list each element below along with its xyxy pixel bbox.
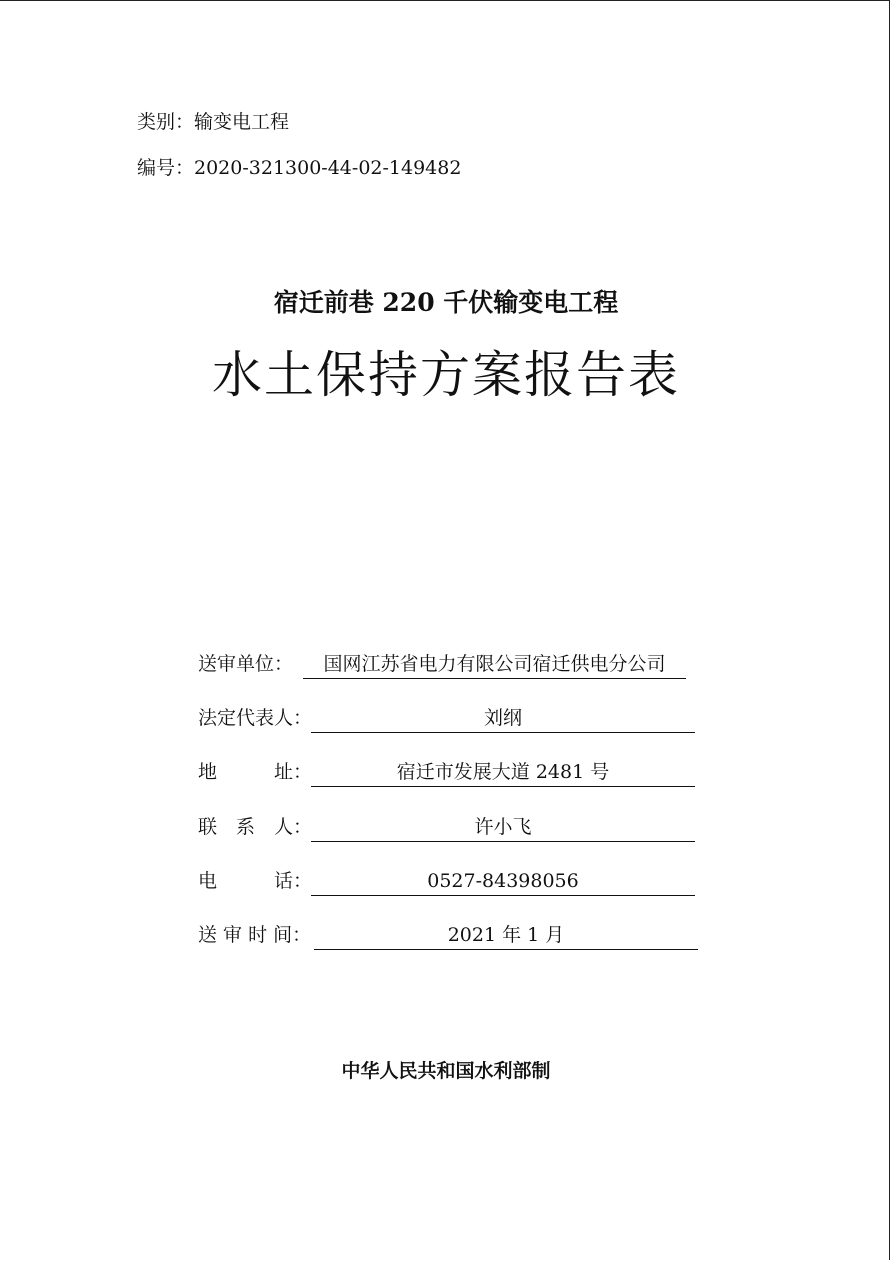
field-value: 2021 年 1 月 [314, 921, 698, 950]
field-label: 联 系 人： [198, 816, 313, 838]
field-value: 刘纲 [311, 704, 695, 733]
field-label: 送审单位： [198, 653, 294, 675]
field-label: 送 审 时 间： [198, 924, 312, 946]
field-value: 0527-84398056 [311, 867, 695, 896]
issuing-authority: 中华人民共和国水利部制 [341, 1060, 551, 1082]
field-label: 法定代表人： [198, 707, 313, 729]
document-category: 类别：输变电工程 [137, 111, 290, 133]
field-value: 国网江苏省电力有限公司宿迁供电分公司 [303, 650, 686, 679]
field-label: 地 址： [198, 761, 313, 783]
field-value: 宿迁市发展大道 2481 号 [311, 758, 695, 787]
project-title: 宿迁前巷 220 千伏输变电工程 [273, 288, 619, 317]
field-value: 许小飞 [311, 813, 695, 842]
field-label: 电 话： [198, 870, 313, 892]
document-number: 编号：2020-321300-44-02-149482 [137, 157, 462, 179]
report-title: 水土保持方案报告表 [212, 346, 680, 404]
